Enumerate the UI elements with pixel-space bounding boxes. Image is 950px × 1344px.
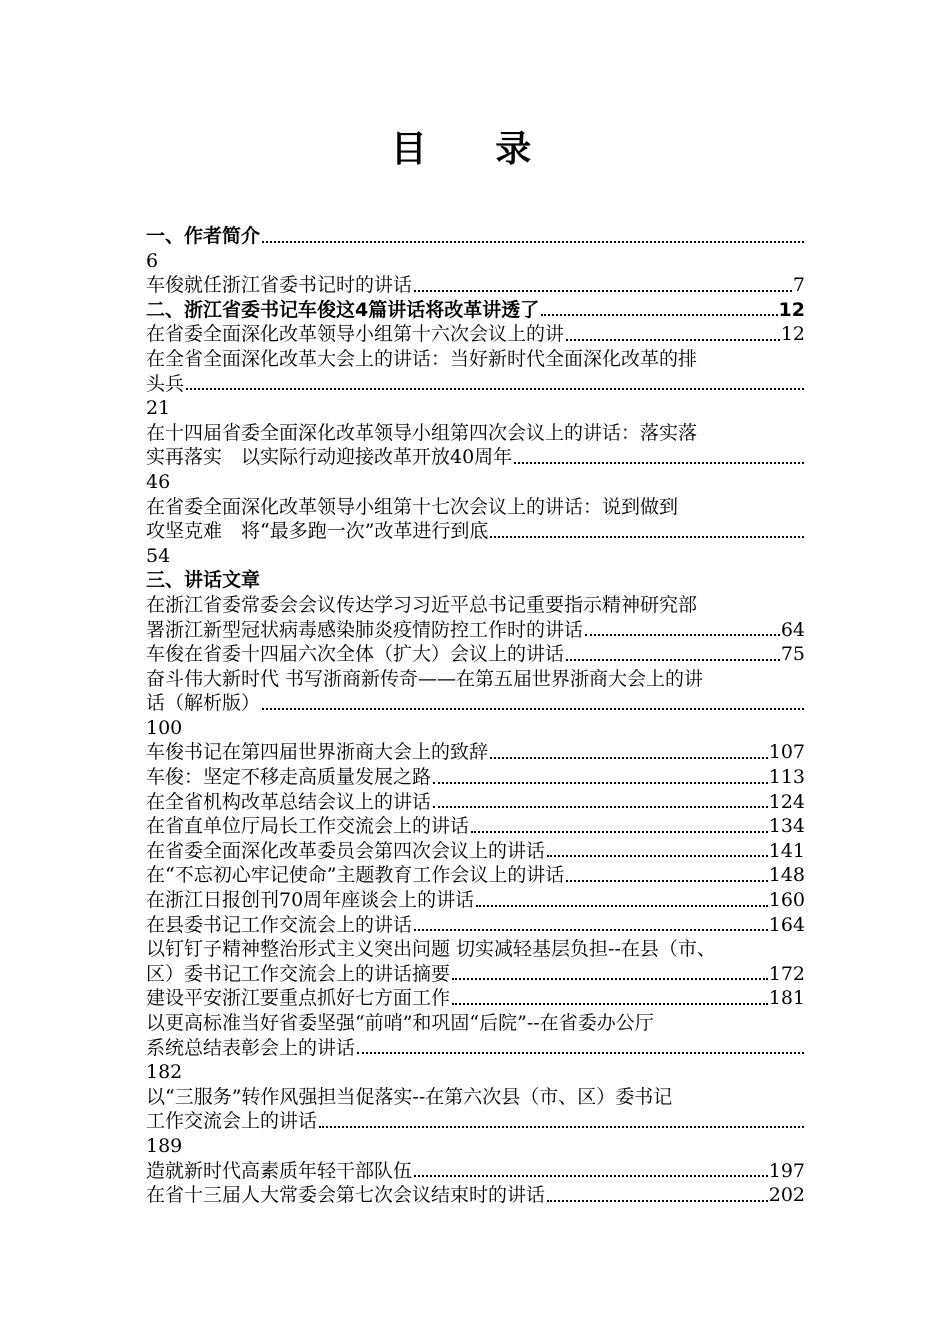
toc-text: 以钉钉子精神整治形式主义突出问题 切实减轻基层负担--在县（市、 [146,938,716,961]
toc-text: 在十四届省委全面深化改革领导小组第四次会议上的讲话：落实落 [146,421,698,444]
toc-text: 一、作者简介 [146,225,261,247]
toc-text: 以更高标准当好省委坚强“前哨”和巩固“后院”--在省委办公厅 [146,1012,654,1034]
toc-line [146,372,805,397]
page-number: 75 [780,643,805,666]
page-number: 189 [146,1134,183,1157]
page-number: 12 [780,323,805,346]
toc-text: 在省委全面深化改革领导小组第十七次会议上的讲话：说到做到 [146,495,679,518]
toc-entry[interactable] [146,1183,805,1208]
toc-line [146,740,805,765]
dot-leader [186,376,804,390]
dot-leader [566,327,780,341]
toc-text: 在浙江日报创刊70周年座谈会上的讲话 [146,889,475,912]
toc-line [146,986,805,1011]
toc-entry[interactable] [146,421,805,495]
page-number: 124 [768,790,805,813]
dot-leader [490,745,768,759]
toc-text: 在县委书记工作交流会上的讲话 [146,913,413,936]
toc-line [146,1085,805,1110]
toc-entry[interactable] [146,1085,805,1159]
toc-line [146,519,805,544]
dot-leader [541,302,777,316]
toc-text: 车俊就任浙江省委书记时的讲话 [146,274,413,297]
page-number: 113 [768,766,805,789]
toc-text: 车俊书记在第四届世界浙商大会上的致辞 [146,741,489,764]
page-number: 46 [146,470,171,493]
toc-entry[interactable] [146,593,805,642]
page-number: 202 [768,1184,805,1207]
dot-leader [452,966,768,980]
page-number: 21 [146,397,171,420]
toc-text: 三、讲话文章 [146,569,261,592]
toc-text: 二、浙江省委书记车俊这4篇讲话将改革讲透了 [146,298,540,321]
toc-section[interactable] [146,298,805,323]
toc-line [146,937,805,962]
toc-text: 实再落实 以实际行动迎接改革开放40周年 [146,446,513,469]
toc-line [146,814,805,839]
toc-text: 奋斗伟大新时代 书写浙商新传奇——在第五届世界浙商大会上的讲 [146,667,704,690]
page-number: 172 [768,962,805,985]
toc-entry[interactable] [146,740,805,765]
toc-section[interactable] [146,568,805,593]
dot-leader [433,794,768,808]
dot-leader [547,843,768,857]
toc-line [146,544,805,569]
toc-text: 造就新时代高素质年轻干部队伍 [146,1159,413,1182]
toc-line [146,913,805,938]
dot-leader [414,1163,768,1177]
toc-line [146,691,805,716]
page-number: 7 [792,274,805,297]
toc-text: 系统总结表彰会上的讲话 [146,1036,356,1059]
toc-text: 在“不忘初心牢记使命”主题教育工作会议上的讲话 [146,864,565,887]
toc-entry[interactable] [146,495,805,569]
toc-line [146,790,805,815]
toc-entry[interactable] [146,839,805,864]
dot-leader [476,893,768,907]
toc-line [146,470,805,495]
dot-leader [452,991,768,1005]
toc-line [146,396,805,421]
dot-leader [414,278,792,292]
toc-line [146,1060,805,1085]
toc-line [146,298,805,323]
toc-line [146,642,805,667]
toc-line [146,962,805,987]
toc-line [146,765,805,790]
toc-section[interactable] [146,224,805,273]
dot-leader [514,450,804,464]
toc-text: 署浙江新型冠状病毒感染肺炎疫情防控工作时的讲话 [146,618,584,641]
toc-entry[interactable] [146,790,805,815]
toc-text: 车俊：坚定不移走高质量发展之路 [146,766,432,789]
toc-entry[interactable] [146,863,805,888]
dot-leader [262,229,804,243]
toc-line [146,273,805,298]
page-number: 164 [768,913,805,936]
toc-line [146,568,805,593]
toc-line [146,1159,805,1184]
toc-line [146,322,805,347]
toc-line [146,224,805,249]
toc-entry[interactable] [146,1159,805,1184]
dot-leader [566,868,767,882]
toc-entry[interactable] [146,913,805,938]
page-number: 134 [768,815,805,838]
page-number: 141 [768,839,805,862]
page-number: 181 [768,987,805,1010]
toc-entry[interactable] [146,937,805,986]
toc-line [146,839,805,864]
toc-text: 区）委书记工作交流会上的讲话摘要 [146,962,451,985]
toc-text: 以“三服务”转作风强担当促落实--在第六次县（市、区）委书记 [146,1085,673,1108]
page-number: 160 [768,889,805,912]
page-number: 182 [146,1061,183,1084]
page-number: 197 [768,1159,805,1182]
toc-line [146,1036,805,1061]
dot-leader [414,917,768,931]
toc-entry[interactable] [146,814,805,839]
toc-text: 在省直单位厅局长工作交流会上的讲话 [146,815,470,838]
toc-entry[interactable] [146,347,805,421]
page-title: 目 录 [390,129,560,170]
dot-leader [262,696,804,710]
toc-line [146,347,805,372]
dot-leader [585,622,780,636]
toc-text: 在省委全面深化改革委员会第四次会议上的讲话 [146,839,546,862]
dot-leader [547,1188,768,1202]
dot-leader [433,770,768,784]
toc-line [146,1134,805,1159]
page-number: 64 [780,618,805,641]
toc-entry[interactable] [146,322,805,347]
toc-entry[interactable] [146,667,805,741]
toc-line [146,1109,805,1134]
toc-entry[interactable] [146,1011,805,1085]
toc-text: 在全省机构改革总结会议上的讲话 [146,790,432,813]
toc-line [146,863,805,888]
toc-text: 在浙江省委常委会会议传达学习习近平总书记重要指示精神研究部 [146,593,698,616]
toc-line [146,445,805,470]
toc-line [146,888,805,913]
toc-text: 建设平安浙江要重点抓好七方面工作 [146,987,451,1010]
toc-line [146,1183,805,1208]
toc-line [146,495,805,520]
toc-text: 在省委全面深化改革领导小组第十六次会议上的讲 [146,323,565,346]
page-number: 54 [146,544,171,567]
toc-entry[interactable] [146,888,805,913]
page-number: 148 [768,864,805,887]
page-number: 6 [146,249,159,272]
page-number: 12 [778,298,805,321]
toc-line [146,618,805,643]
toc-text: 在省十三届人大常委会第七次会议结束时的讲话 [146,1184,546,1207]
toc-text: 工作交流会上的讲话 [146,1110,318,1133]
toc-text: 在全省全面深化改革大会上的讲话：当好新时代全面深化改革的排 [146,347,698,370]
page-number: 107 [768,741,805,764]
dot-leader [471,819,768,833]
table-of-contents [146,224,805,1208]
toc-text: 话（解析版） [146,692,261,715]
toc-line [146,249,805,274]
toc-entry[interactable] [146,642,805,667]
dot-leader [566,647,780,661]
toc-entry[interactable] [146,765,805,790]
toc-text: 头兵 [146,372,185,395]
toc-entry[interactable] [146,273,805,298]
toc-line [146,1011,805,1036]
dot-leader [357,1040,804,1054]
toc-line [146,421,805,446]
toc-line [146,667,805,692]
toc-text: 车俊在省委十四届六次全体（扩大）会议上的讲话 [146,643,565,666]
toc-line [146,716,805,741]
dot-leader [319,1114,804,1128]
toc-text: 攻坚克难 将“最多跑一次”改革进行到底 [146,520,489,543]
dot-leader [490,524,804,538]
toc-entry[interactable] [146,986,805,1011]
toc-line [146,593,805,618]
page-number: 100 [146,716,183,739]
